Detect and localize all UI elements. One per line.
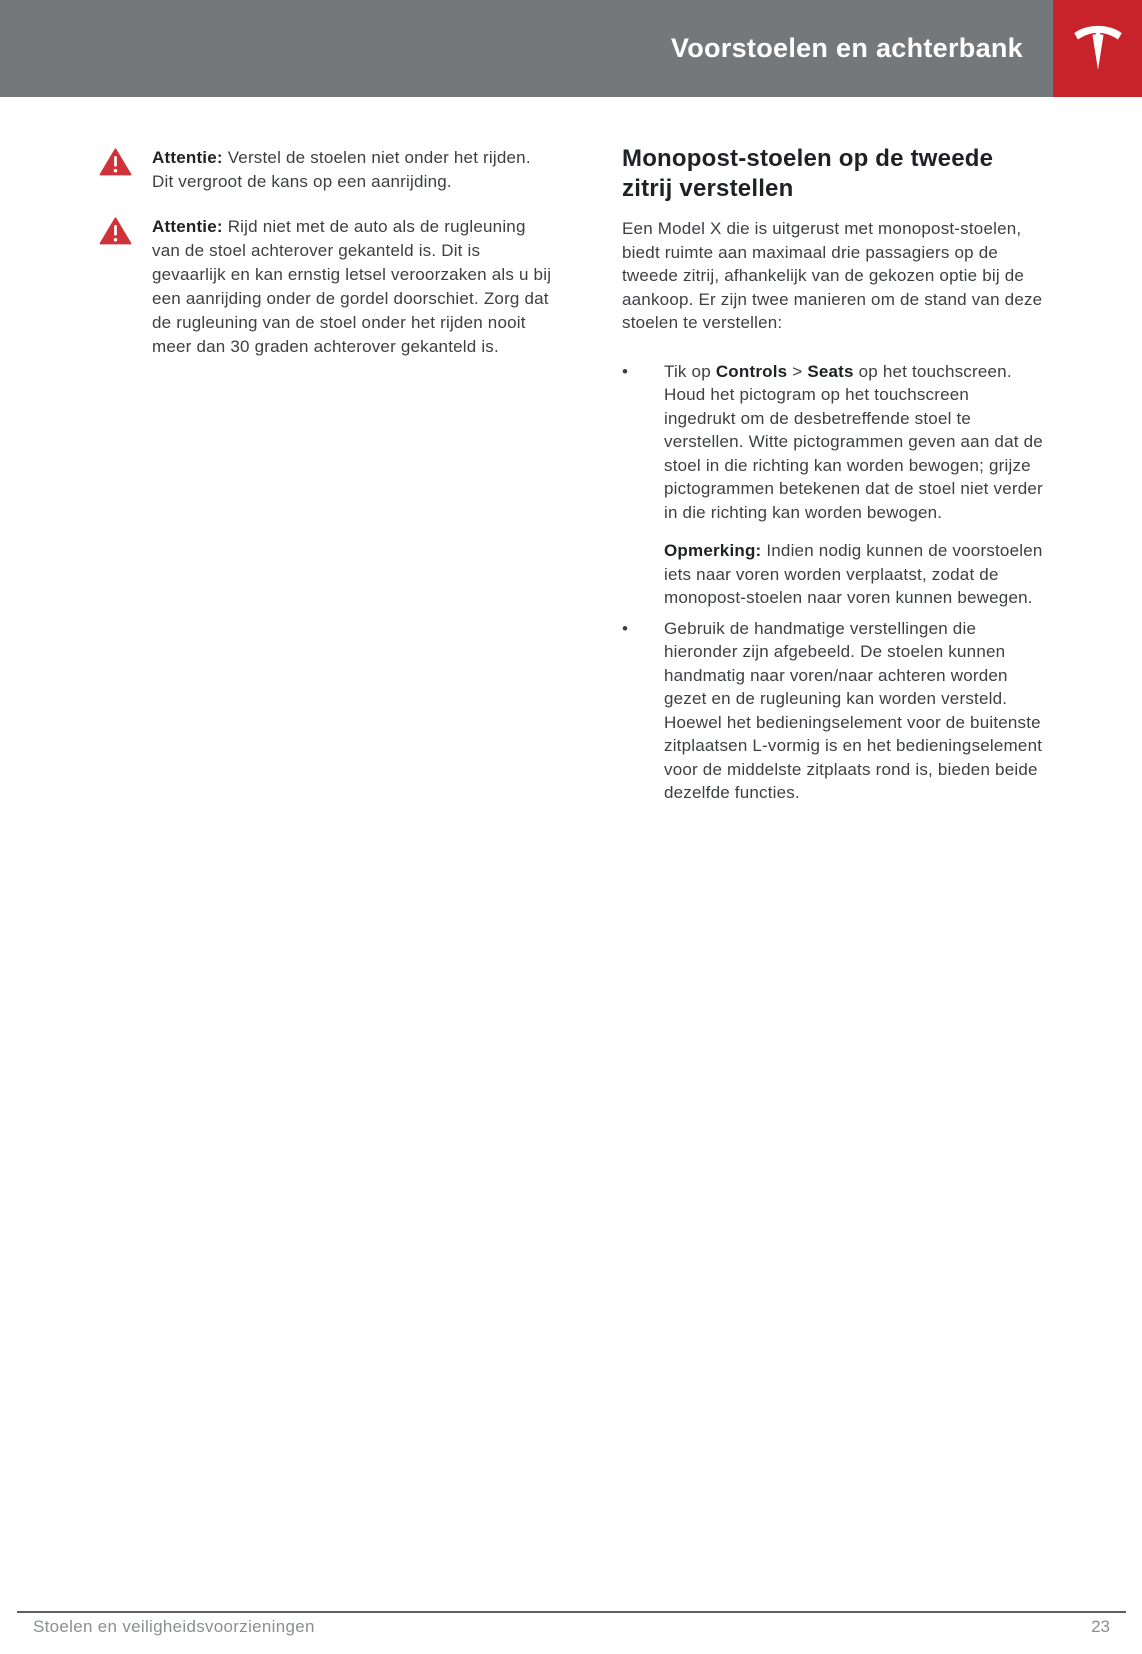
bullet-icon: • (622, 618, 628, 638)
bullet-icon: • (622, 361, 628, 381)
warning-body: Rijd niet met de auto als de rugleuning van de stoel achterover gekanteld is. Dit is gevaarlijk en kan ernstig letsel veroorzaken als u bij een aanrijding onder de gordel doorschiet. Zorg dat de rugleuning van de stoel onder het rijden nooit meer dan 30 graden achterover gekanteld is. (152, 217, 552, 356)
note-label: Opmerking: (664, 541, 762, 560)
bullet1-rest: op het touchscreen. Houd het pictogram op het touchscreen ingedrukt om de desbetreffende stoel te verstellen. Witte pictogrammen geven aan dat de stoel in die richting kan worden bewogen; grijze pictogrammen betekenen dat de stoel niet verder in die richting kan worden bewogen. (664, 361, 1043, 522)
bullet1-separator: > (792, 361, 803, 381)
warning-item (99, 146, 555, 194)
bullet1-bold-controls: Controls (715, 361, 788, 381)
footer-divider (17, 1611, 1126, 1613)
tesla-logo-icon (1069, 18, 1127, 79)
bullet-text: Gebruik de handmatige verstellingen die hieronder zijn afgebeeld. De stoelen kunnen handmatig naar voren/naar achteren worden gezet en de rugleuning kan worden versteld. Hoewel het bedieningselement voor de buitenste zitplaatsen L-vormig is en het bedieningselement voor de middelste zitplaats rond is, bieden beide dezelfde functies. (664, 618, 1043, 802)
warning-label: Attentie: (152, 217, 223, 236)
warning-triangle-icon (99, 146, 132, 194)
section-intro: Een Model X die is uitgerust met monopost-stoelen, biedt ruimte aan maximaal drie passagiers op de tweede zitrij, afhankelijk van de gekozen optie bij de aankoop. Er zijn twee manieren om de stand van deze stoelen te verstellen: (622, 219, 1043, 332)
bullet1-pre: Tik op (664, 361, 711, 381)
right-column (622, 144, 1044, 805)
warning-item (99, 215, 555, 359)
footer-page-number: 23 (1091, 1617, 1110, 1636)
tesla-logo-box (1053, 0, 1142, 97)
page-title: Voorstoelen en achterbank (670, 33, 1023, 63)
list-item (622, 617, 1044, 805)
note-body: Indien nodig kunnen de voorstoelen iets naar voren worden verplaatst, zodat de monopost-stoelen naar voren kunnen bewegen. (664, 541, 1043, 607)
bullet1-bold-seats: Seats (807, 361, 854, 381)
list-item (622, 360, 1044, 525)
warning-body: Verstel de stoelen niet onder het rijden. Dit vergroot de kans op een aanrijding. (152, 148, 531, 191)
note-paragraph (664, 539, 1044, 610)
bullet-text (664, 360, 1044, 525)
page-header (0, 0, 1142, 97)
warning-text (152, 146, 555, 194)
warning-triangle-icon (99, 215, 132, 359)
footer-chapter-title: Stoelen en veiligheidsvoorzieningen (33, 1617, 315, 1636)
warning-text (152, 215, 555, 359)
warning-label: Attentie: (152, 148, 223, 167)
section-heading: Monopost-stoelen op de tweede zitrij verstellen (622, 145, 994, 202)
left-column (99, 146, 555, 380)
